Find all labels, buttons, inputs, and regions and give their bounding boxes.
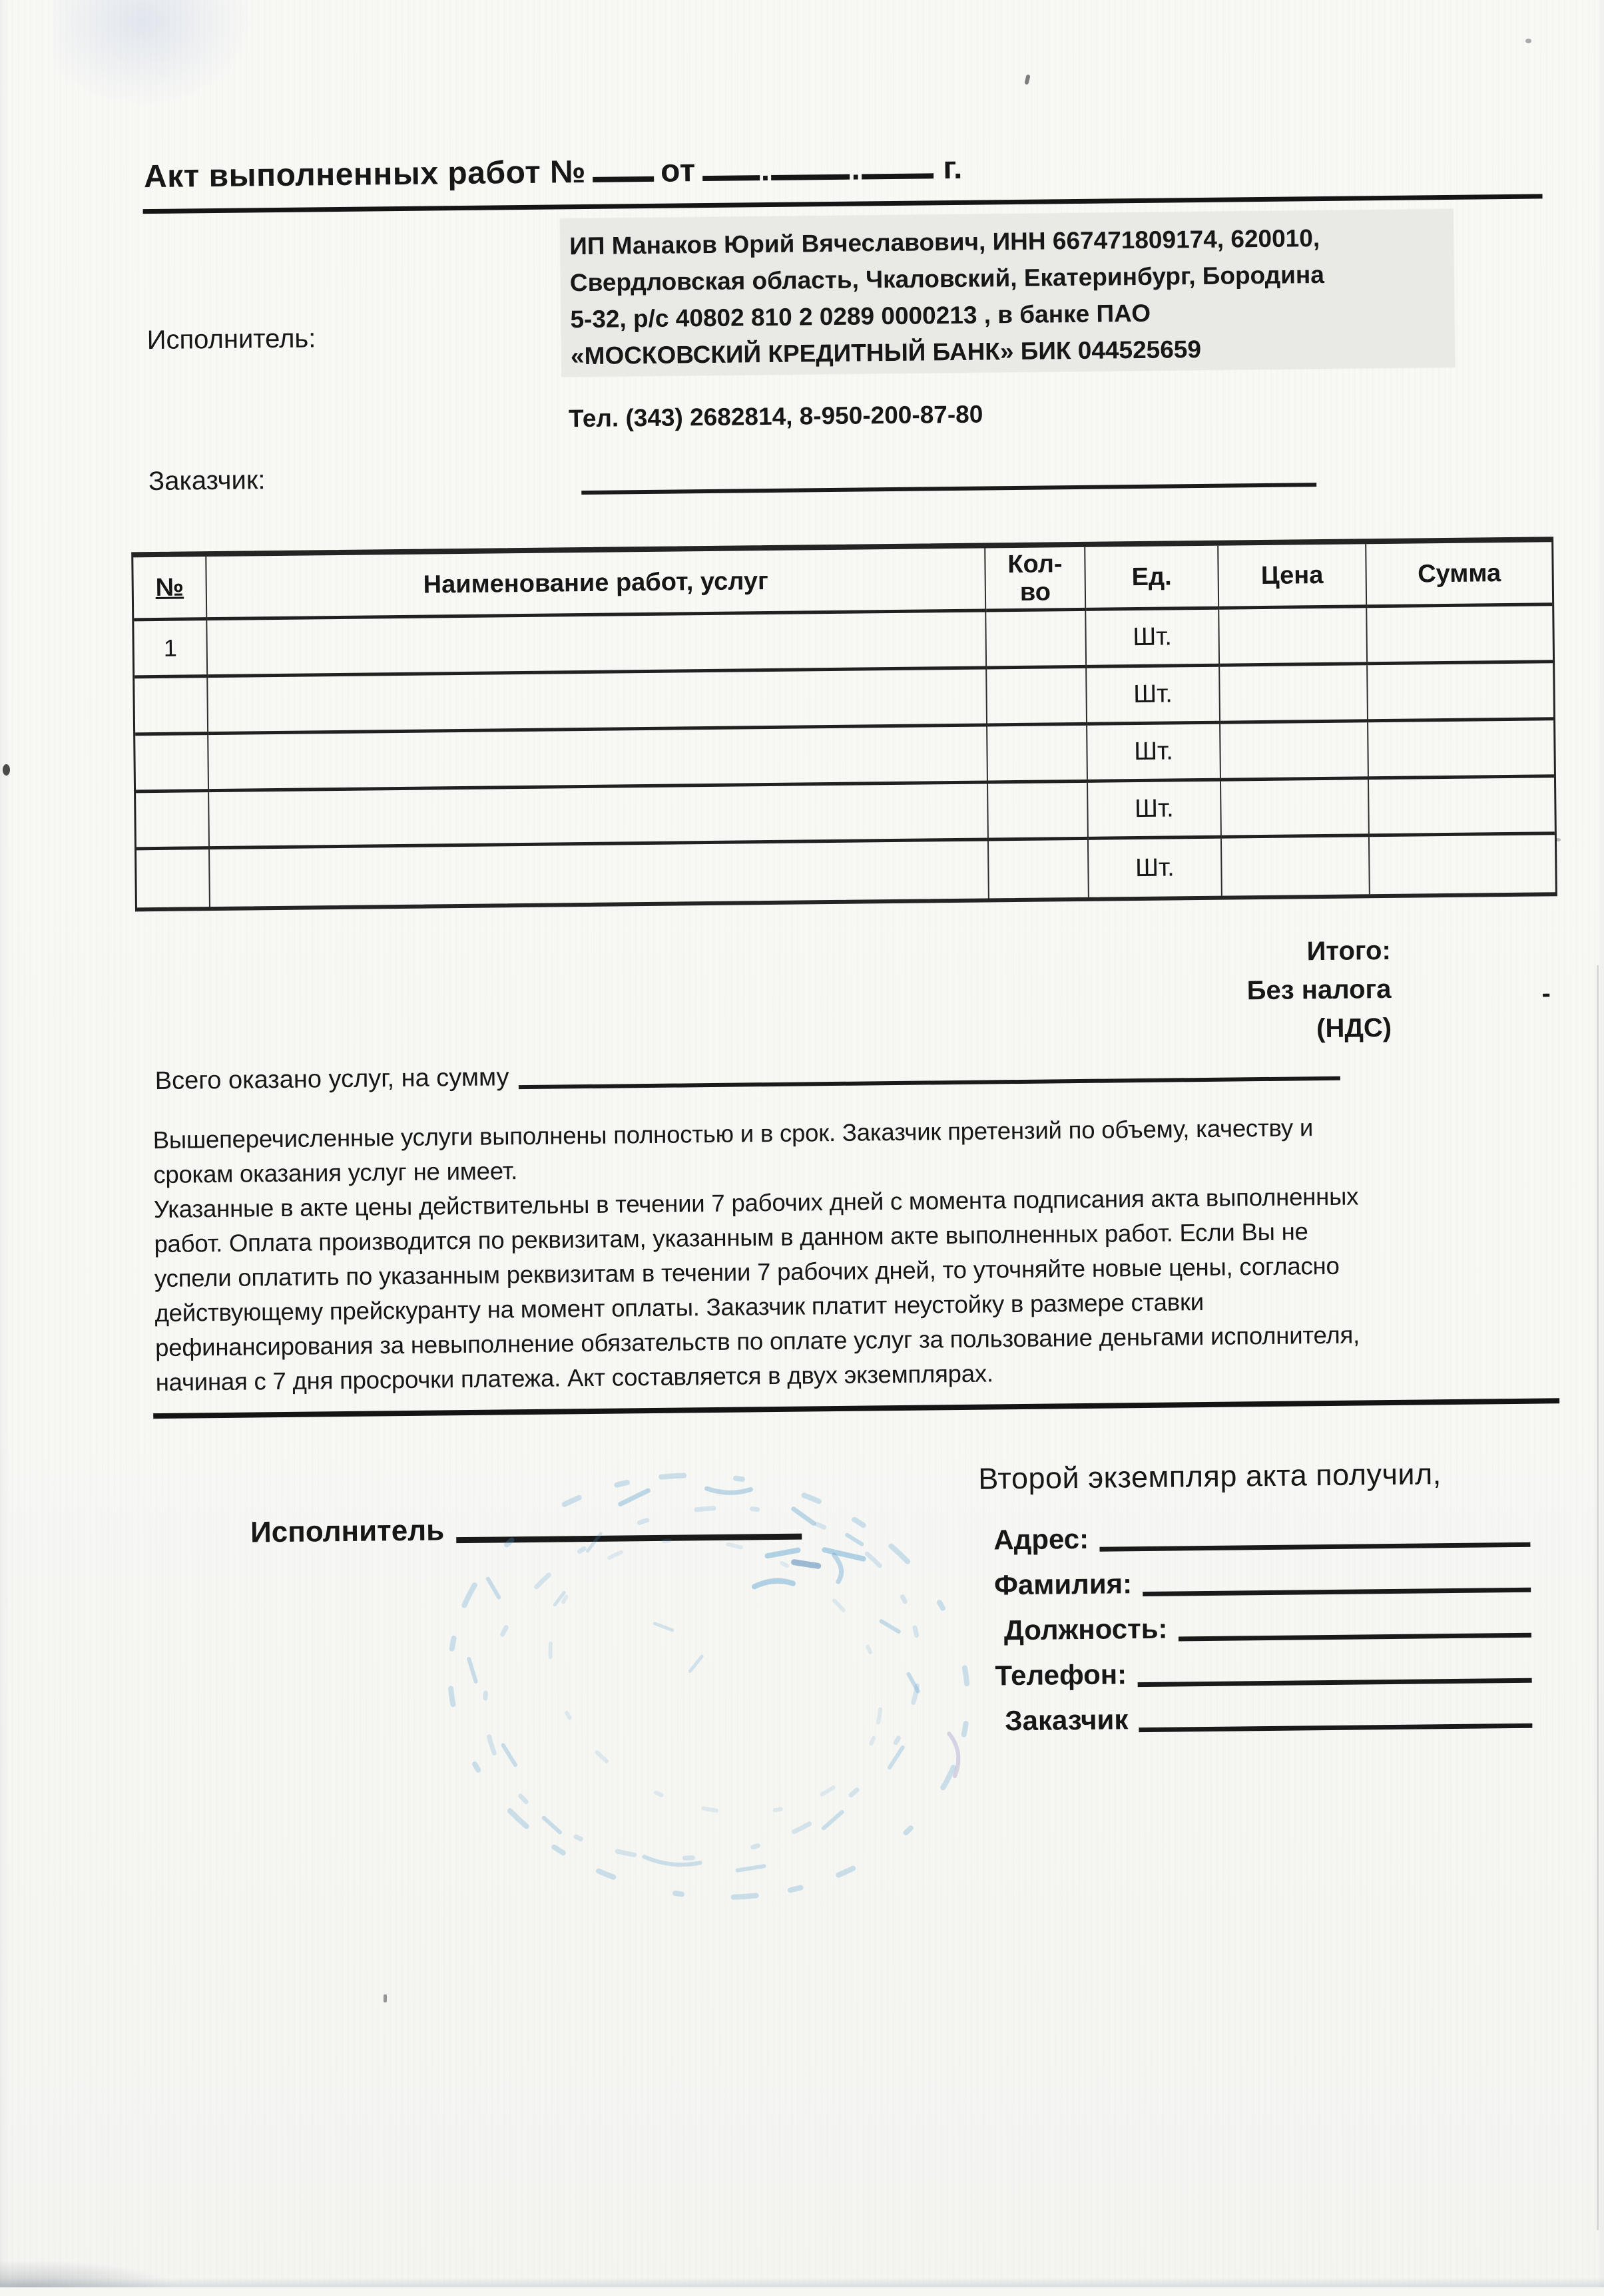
table-cell-num: 1 — [134, 620, 208, 678]
totals-no-tax: Без налога — [1246, 974, 1392, 1006]
table-cell-name — [208, 669, 987, 735]
terms-line: Вышеперечисленные услуги выполнены полностью и в срок. Заказчик претензий по объему, качеству и — [152, 1114, 1314, 1154]
total-sum-label: Всего оказано услуг, на сумму — [154, 1063, 509, 1096]
table-cell-sum — [1368, 663, 1553, 722]
title-year-suffix: г. — [943, 150, 963, 186]
table-cell-unit: Шт. — [1089, 839, 1222, 897]
terms-line: начиная с 7 дня просрочки платежа. Акт составляется в двух экземплярах. — [155, 1359, 994, 1397]
field-blank-line — [1139, 1723, 1532, 1732]
act-number-blank — [593, 148, 655, 182]
field-label: Телефон: — [995, 1658, 1127, 1692]
terms-line: Указанные в акте цены действительны в течении 7 рабочих дней с момента подписания акта выполненных — [153, 1182, 1359, 1224]
table-cell-price — [1221, 780, 1370, 838]
field-row — [995, 1686, 1533, 1737]
total-sum-blank-line — [519, 1076, 1340, 1089]
executor-signature-row — [250, 1510, 802, 1550]
executor-signature-line — [456, 1533, 802, 1544]
totals-block — [1124, 931, 1392, 1050]
date-day-blank — [702, 147, 760, 181]
field-label: Адрес: — [993, 1522, 1089, 1556]
date-dot: . — [851, 151, 861, 187]
field-blank-line — [1099, 1542, 1530, 1552]
table-cell-unit: Шт. — [1086, 610, 1220, 668]
field-row — [995, 1641, 1532, 1692]
table-cell-unit: Шт. — [1087, 667, 1220, 726]
table-cell-sum — [1370, 835, 1555, 894]
executor-label: Исполнитель: — [146, 324, 316, 355]
table-cell-num — [136, 849, 210, 907]
terms-line: работ. Оплата производится по реквизитам, указанным в данном акте выполненных работ. Если Вы не — [154, 1218, 1308, 1258]
terms-line: успели оплатить по указанным реквизитам в течении 7 рабочих дней, то уточняйте новые цены, согласно — [154, 1252, 1340, 1293]
table-cell-qty — [989, 840, 1089, 899]
executor-details — [569, 218, 1450, 374]
field-label: Заказчик — [1004, 1704, 1129, 1737]
date-dot: . — [760, 152, 770, 188]
table-cell-unit: Шт. — [1088, 782, 1222, 840]
section-divider-rule — [153, 1398, 1559, 1419]
table-cell-unit: Шт. — [1087, 724, 1221, 783]
table-cell-price — [1220, 665, 1368, 724]
table-cell-num — [136, 792, 210, 850]
table-header-cell: Наименование работ, услуг — [206, 548, 986, 620]
table-cell-num — [134, 678, 208, 736]
field-label: Фамилия: — [993, 1568, 1133, 1601]
totals-dash: - — [1541, 979, 1551, 1009]
table-header-cell: № — [133, 557, 207, 621]
signing-fields — [993, 1505, 1533, 1737]
table-cell-price — [1219, 608, 1368, 666]
works-table — [131, 537, 1557, 911]
customer-blank-line — [581, 483, 1316, 495]
document-title — [144, 145, 963, 195]
terms-line: срокам оказания услуг не имеет. — [153, 1157, 518, 1189]
table-cell-price — [1222, 837, 1370, 895]
table-cell-price — [1220, 722, 1369, 781]
title-text: Акт выполненных работ № — [143, 154, 587, 195]
table-cell-name — [209, 784, 989, 849]
field-label: Должность: — [1003, 1612, 1168, 1646]
table-header-cell: Ед. — [1085, 546, 1219, 611]
field-blank-line — [1143, 1587, 1531, 1596]
executor-signature-label: Исполнитель — [250, 1514, 445, 1549]
field-row — [994, 1550, 1531, 1602]
table-cell-sum — [1369, 778, 1555, 837]
table-header-cell: Кол- во — [985, 547, 1086, 612]
date-month-blank — [771, 146, 850, 180]
executor-details-line: «МОСКОВСКИЙ КРЕДИТНЫЙ БАНК» БИК 044525659 — [570, 335, 1202, 370]
field-row — [994, 1596, 1531, 1647]
second-copy-note: Второй экземпляр акта получил, — [978, 1457, 1442, 1496]
table-cell-qty — [987, 668, 1087, 727]
total-sum-row — [155, 1054, 1340, 1096]
terms-text — [152, 1108, 1567, 1400]
totals-nds: (НДС) — [1316, 1013, 1392, 1044]
executor-details-line: 5-32, р/с 40802 810 2 0289 0000213 , в банке ПАО — [570, 299, 1151, 334]
terms-line: действующему прейскуранту на момент оплаты. Заказчик платит неустойку в размере ставки — [154, 1288, 1204, 1327]
table-cell-qty — [988, 783, 1089, 841]
table-cell-sum — [1367, 606, 1553, 665]
table-cell-qty — [987, 726, 1088, 784]
table-cell-qty — [986, 611, 1087, 670]
totals-itogo: Итого: — [1306, 935, 1392, 967]
field-blank-line — [1137, 1678, 1531, 1687]
customer-label: Заказчик: — [148, 465, 266, 497]
executor-phone: Тел. (343) 2682814, 8-950-200-87-80 — [568, 400, 983, 433]
terms-line: рефинансирования за невыполнение обязательств по оплате услуг за пользование деньгами исполнителя, — [154, 1321, 1360, 1362]
title-from: от — [660, 153, 696, 189]
table-cell-sum — [1368, 720, 1554, 780]
table-cell-name — [207, 612, 987, 678]
field-row — [993, 1505, 1531, 1556]
table-header-cell: Цена — [1218, 544, 1367, 609]
table-header-cell: Сумма — [1366, 542, 1552, 608]
table-cell-num — [135, 735, 209, 793]
table-cell-name — [210, 841, 989, 907]
table-cell-name — [208, 726, 988, 792]
executor-details-line: Свердловская область, Чкаловский, Екатеринбург, Бородина — [569, 260, 1325, 297]
executor-details-line: ИП Манаков Юрий Вячеславович, ИНН 667471809174, 620010, — [569, 224, 1320, 260]
date-year-blank — [862, 145, 934, 179]
field-blank-line — [1179, 1632, 1531, 1642]
